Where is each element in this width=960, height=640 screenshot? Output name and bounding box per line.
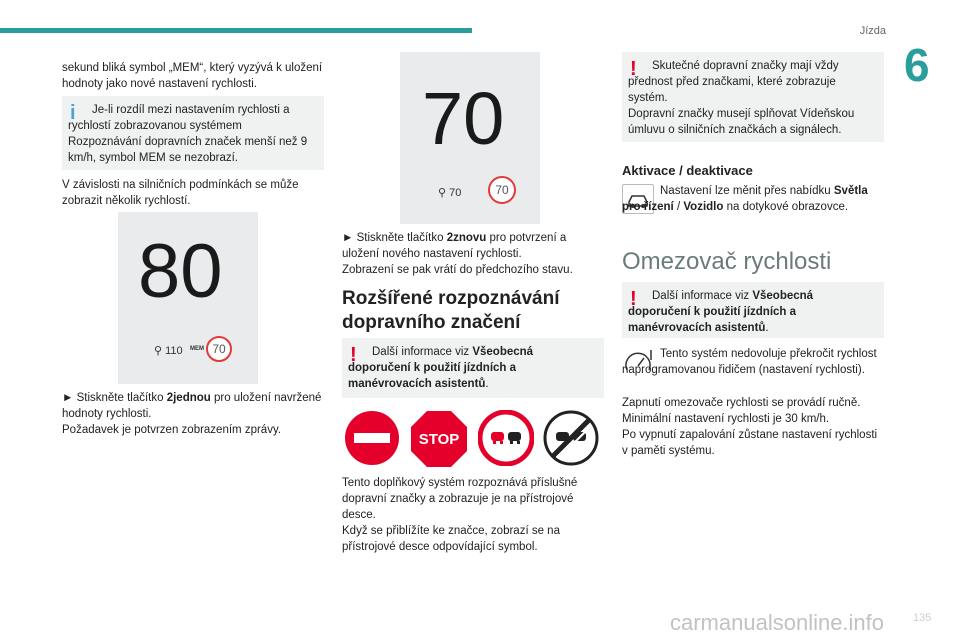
speed-display-1 — [118, 212, 258, 384]
warning-icon: ! — [630, 58, 637, 80]
warning-icon: ! — [350, 344, 357, 366]
display-1-ring: 70 — [206, 336, 232, 362]
display-2-main-speed: 70 — [422, 77, 505, 160]
warning-icon: ! — [630, 288, 637, 310]
limiter-text: Tento systém nedovoluje překročit rychlost naprogramovanou řidičem (nastavení rychlosti). — [622, 348, 877, 376]
col1-para1: sekund bliká symbol „MEM“, který vyzývá k uložení hodnoty jako nové nastavení rychlosti. — [62, 62, 323, 90]
col1-para3: ► Stiskněte tlačítko 2jednou pro uložení navržené hodnoty rychlosti. Požadavek je potvrzen zobrazením zprávy. — [62, 392, 322, 436]
header-accent-bar — [0, 28, 472, 33]
sign-icon: ⚲ — [154, 345, 163, 357]
warning-note-2-text: Skutečné dopravní značky mají vždy přednost před značkami, které zobrazuje systém. Dopravní značky musejí splňovat Vídeňskou úmluvu o silničních značkách a signálech. — [628, 60, 855, 136]
svg-text:STOP: STOP — [418, 431, 460, 448]
activation-text: Nastavení lze měnit přes nabídku Světla pro řízení / Vozidlo na dotykové obrazovce. — [622, 185, 868, 213]
warning-note-2 — [622, 52, 884, 142]
display-2-small-speed: ⚲ 70 — [438, 187, 462, 199]
sign-icon: ⚲ — [438, 187, 447, 199]
limiter-line4: Po vypnutí zapalování zůstane nastavení rychlosti v paměti systému. — [622, 429, 878, 457]
col2-para1: ► Stiskněte tlačítko 2znovu pro potvrzení a uložení nového nastavení rychlosti. Zobrazení se pak vrátí do předchozího stavu. — [342, 232, 573, 276]
warning-note-3 — [622, 282, 884, 338]
end-no-overtaking-sign-icon — [543, 410, 599, 466]
info-note — [62, 96, 324, 170]
info-note-text: Je-li rozdíl mezi nastavením rychlosti a rychlostí zobrazovanou systémem Rozpoznávání dopravních značek menší než 9 km/h, symbol MEM se nezobrazí. — [68, 104, 308, 164]
limiter-line3: Minimální nastavení rychlosti je 30 km/h. — [622, 413, 830, 425]
col2-para3: Když se přiblížíte ke značce, zobrazí se na přístrojové desce odpovídající symbol. — [342, 525, 560, 553]
col2-para2: Tento doplňkový systém rozpoznává příslušné dopravní značky a zobrazuje je na přístrojové desce. — [342, 477, 578, 521]
warning-note-1-text: Další informace viz Všeobecná doporučení k použití jízdních a manévrovacích asistentů. — [348, 346, 534, 390]
speed-display-2 — [400, 52, 540, 224]
warning-note-3-text: Další informace viz Všeobecná doporučení k použití jízdních a manévrovacích asistentů. — [628, 290, 814, 334]
col1-para2: V závislosti na silničních podmínkách se může zobrazit několik rychlostí. — [62, 179, 299, 207]
no-overtaking-sign-icon — [478, 410, 534, 466]
display-1-mem: MEM — [190, 346, 204, 352]
chapter-number: 6 — [904, 39, 930, 91]
heading-speed-limiter: Omezovač rychlosti — [622, 248, 832, 275]
stop-sign-icon — [410, 410, 468, 468]
subheading-activation: Aktivace / deaktivace — [622, 163, 753, 178]
info-icon: i — [70, 102, 76, 124]
display-2-ring: 70 — [488, 176, 516, 204]
watermark: carmanualsonline.info — [670, 610, 960, 640]
section-title: Jízda — [859, 25, 886, 37]
warning-note-1 — [342, 338, 604, 398]
display-1-main-speed: 80 — [138, 229, 223, 314]
limiter-line2: Zapnutí omezovače rychlosti se provádí ručně. — [622, 397, 861, 409]
display-1-small-speed: ⚲ 110 — [154, 345, 183, 357]
section-heading-extended-recognition: Rozšířené rozpoznávání dopravního značení — [342, 288, 560, 333]
no-entry-sign-icon — [344, 410, 400, 466]
